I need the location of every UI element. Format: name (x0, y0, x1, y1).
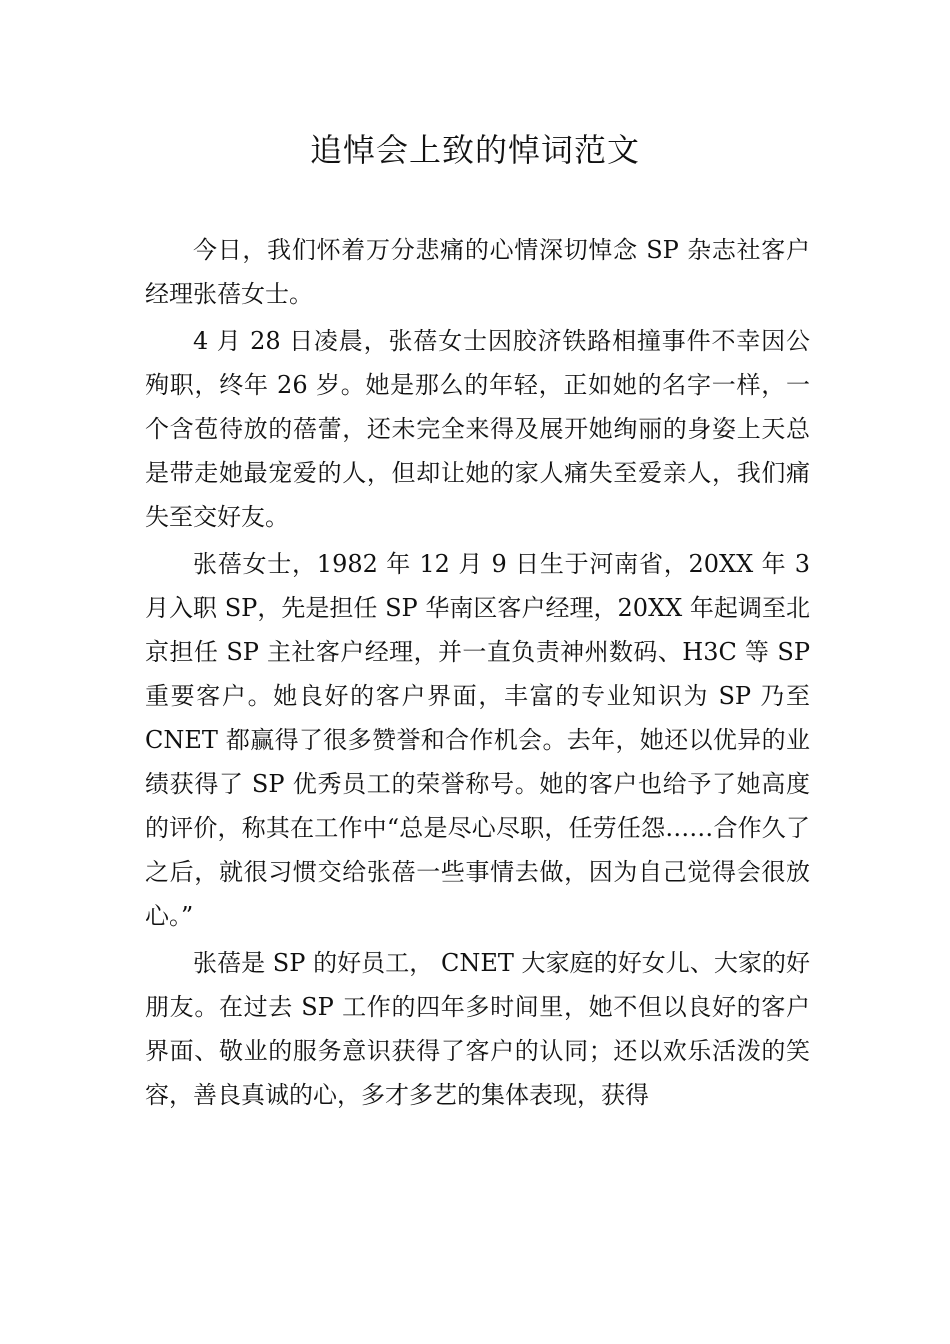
document-title: 追悼会上致的悼词范文 (309, 131, 640, 169)
document-body (145, 228, 810, 1117)
paragraph-4: 张蓓是 SP 的好员工， CNET 大家庭的好女儿、大家的好朋友。在过去 SP 工作的四年多时间里，她不但以良好的客户界面、敬业的服务意识获得了客户的认同；还以欢乐活泼的笑容，善良真诚的心，多才多艺的集体表现，获得 (145, 949, 810, 1109)
paragraph-3: 张蓓女士，1982 年 12 月 9 日生于河南省，20XX 年 3 月入职 SP，先是担任 SP 华南区客户经理，20XX 年起调至北京担任 SP 主社客户经理，并一直负责神州数码、H3C 等 SP 重要客户。她良好的客户界面，丰富的专业知识为 SP 乃至 CNET 都赢得了很多赞誉和合作机会。去年，她还以优异的业绩获得了 SP 优秀员工的荣誉称号。她的客户也给予了她高度的评价，称其在工作中“总是尽心尽职，任劳任怨……合作久了之后，就很习惯交给张蓓一些事情去做，因为自己觉得会很放心。” (145, 550, 810, 930)
paragraph-1: 今日，我们怀着万分悲痛的心情深切悼念 SP 杂志社客户经理张蓓女士。 (145, 236, 810, 308)
paragraph-2: 4 月 28 日凌晨，张蓓女士因胶济铁路相撞事件不幸因公殉职，终年 26 岁。她是那么的年轻，正如她的名字一样，一个含苞待放的蓓蕾，还未完全来得及展开她绚丽的身姿上天总是带走她最宠爱的人，但却让她的家人痛失至爱亲人，我们痛失至交好友。 (145, 327, 810, 531)
